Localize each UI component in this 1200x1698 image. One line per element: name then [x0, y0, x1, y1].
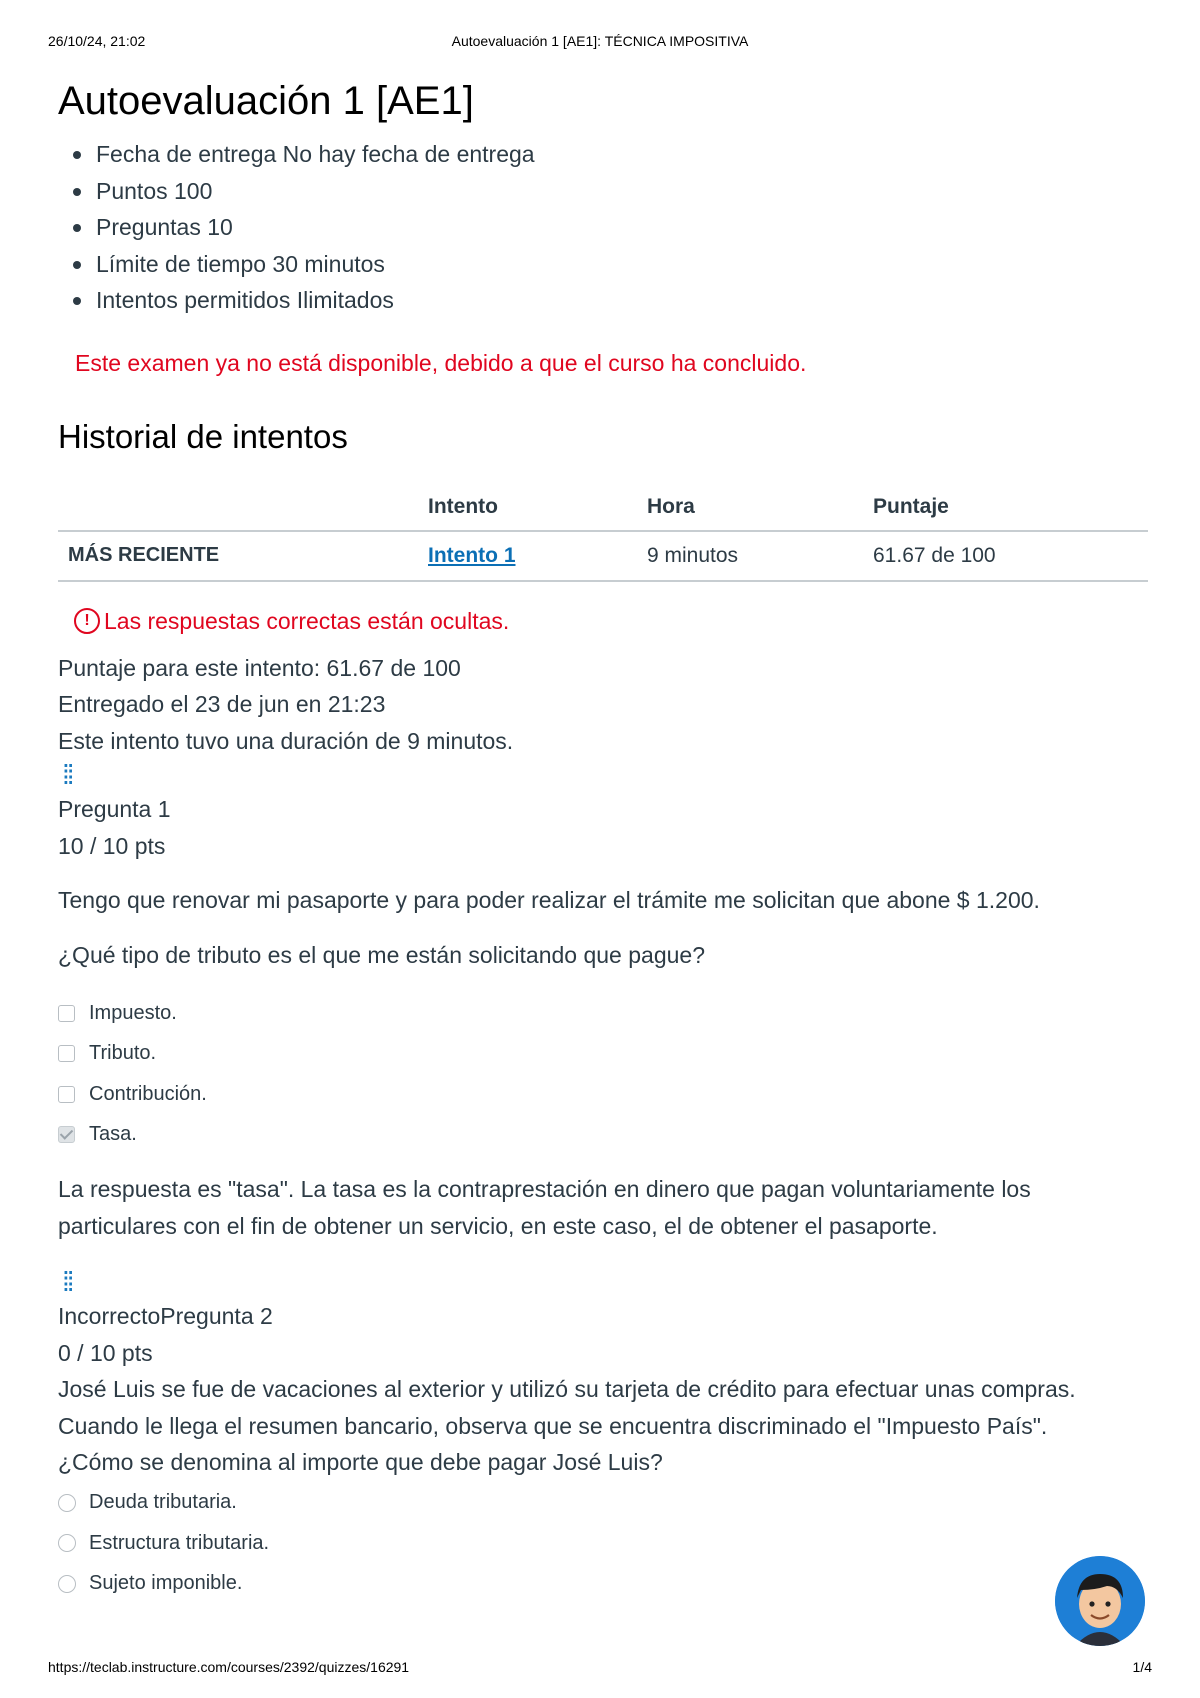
explanation-line: particulares con el fin de obtener un servicio, en este caso, el de obtener el pasaporte.	[58, 1212, 938, 1239]
question-text-line: José Luis se fue de vacaciones al exterior y utilizó su tarjeta de crédito para efectuar unas compras.	[58, 1376, 1076, 1402]
attempt-submitted-line: Entregado el 23 de jun en 21:23	[58, 691, 386, 717]
print-page-title: Autoevaluación 1 [AE1]: TÉCNICA IMPOSITIVA	[451, 33, 749, 49]
answer-label: Impuesto.	[89, 1001, 177, 1024]
answer-label: Tasa.	[89, 1123, 137, 1146]
question-points: 10 / 10 pts	[58, 832, 166, 859]
table-row	[58, 531, 1148, 581]
attempt-score-line: Puntaje para este intento: 61.67 de 100	[58, 654, 461, 681]
answer-explanation	[58, 1171, 1148, 1244]
question-header: IncorrectoPregunta 2	[58, 1303, 273, 1329]
print-url: https://teclab.instructure.com/courses/2392/quizzes/16291	[48, 1659, 410, 1675]
print-datetime: 26/10/24, 21:02	[48, 33, 146, 49]
hidden-answers-text: Las respuestas correctas están ocultas.	[104, 607, 510, 634]
print-footer	[0, 1659, 1200, 1679]
question-points: 0 / 10 pts	[58, 1339, 153, 1366]
detail-points: Puntos 100	[73, 173, 1148, 210]
answer-label: Sujeto imponible.	[89, 1572, 243, 1595]
quiz-details	[58, 136, 1148, 319]
detail-time-limit: Límite de tiempo 30 minutos	[73, 246, 1148, 283]
attempt-score: 61.67 de 100	[873, 531, 1148, 581]
answer-label: Contribución.	[89, 1082, 207, 1105]
avatar-face-icon	[1055, 1556, 1145, 1646]
attempt-link[interactable]: Intento 1	[428, 543, 516, 567]
question-header: Pregunta 1	[58, 796, 171, 822]
detail-attempts-allowed: Intentos permitidos Ilimitados	[73, 282, 1148, 319]
print-page-number: 1/4	[1132, 1659, 1152, 1675]
column-header-attempt: Intento	[428, 484, 647, 531]
answer-checkbox[interactable]	[58, 1045, 75, 1062]
column-header-score: Puntaje	[873, 484, 1148, 531]
explanation-line: La respuesta es "tasa". La tasa es la contraprestación en dinero que pagan voluntariamente los	[58, 1176, 1031, 1202]
answer-option	[58, 1115, 1148, 1156]
drag-handle-icon[interactable]: ⁞⁞	[62, 759, 72, 790]
question-prompt: ¿Qué tipo de tributo es el que me están solicitando que pague?	[58, 941, 705, 968]
answer-label: Estructura tributaria.	[89, 1531, 270, 1554]
answer-list	[58, 1483, 1148, 1605]
answer-radio[interactable]	[58, 1494, 76, 1512]
attempt-row-label: MÁS RECIENTE	[58, 531, 428, 581]
answer-option	[58, 1074, 1148, 1115]
attempt-history-table	[58, 484, 1148, 582]
answer-list	[58, 993, 1148, 1155]
table-header-row	[58, 484, 1148, 531]
answer-checkbox-checked[interactable]	[58, 1126, 75, 1143]
attempt-duration-line: Este intento tuvo una duración de 9 minutos.	[58, 727, 514, 754]
answer-label: Deuda tributaria.	[89, 1491, 237, 1514]
warning-icon: !	[74, 608, 100, 634]
answer-label: Tributo.	[89, 1042, 157, 1065]
answer-option	[58, 1483, 1148, 1524]
answer-option	[58, 1034, 1148, 1075]
quiz-closed-message: Este examen ya no está disponible, debido a que el curso ha concluido.	[75, 349, 807, 376]
hidden-answers-notice	[74, 604, 1148, 638]
question-1	[58, 759, 1148, 1244]
answer-option	[58, 1523, 1148, 1564]
answer-radio[interactable]	[58, 1534, 76, 1552]
answer-radio[interactable]	[58, 1575, 76, 1593]
detail-questions: Preguntas 10	[73, 209, 1148, 246]
question-text: Tengo que renovar mi pasaporte y para poder realizar el trámite me solicitan que abone $ 1.200.	[58, 887, 1040, 913]
answer-option	[58, 1564, 1148, 1605]
attempt-time: 9 minutos	[647, 531, 873, 581]
detail-due-date: Fecha de entrega No hay fecha de entrega	[73, 136, 1148, 173]
question-text-line: Cuando le llega el resumen bancario, observa que se encuentra discriminado el "Impuesto País".	[58, 1412, 1048, 1439]
answer-checkbox[interactable]	[58, 1005, 75, 1022]
column-header-label	[58, 484, 428, 531]
quiz-title: Autoevaluación 1 [AE1]	[58, 79, 474, 123]
print-header	[0, 33, 1200, 53]
attempt-history-title: Historial de intentos	[58, 417, 348, 455]
question-prompt: ¿Cómo se denomina al importe que debe pagar José Luis?	[58, 1449, 663, 1475]
user-avatar[interactable]	[1055, 1556, 1145, 1646]
question-2	[58, 1266, 1148, 1604]
quiz-content	[58, 72, 1148, 1604]
answer-checkbox[interactable]	[58, 1086, 75, 1103]
attempt-summary	[58, 650, 1148, 760]
column-header-time: Hora	[647, 484, 873, 531]
answer-option	[58, 993, 1148, 1034]
drag-handle-icon[interactable]: ⁞⁞	[62, 1266, 72, 1297]
